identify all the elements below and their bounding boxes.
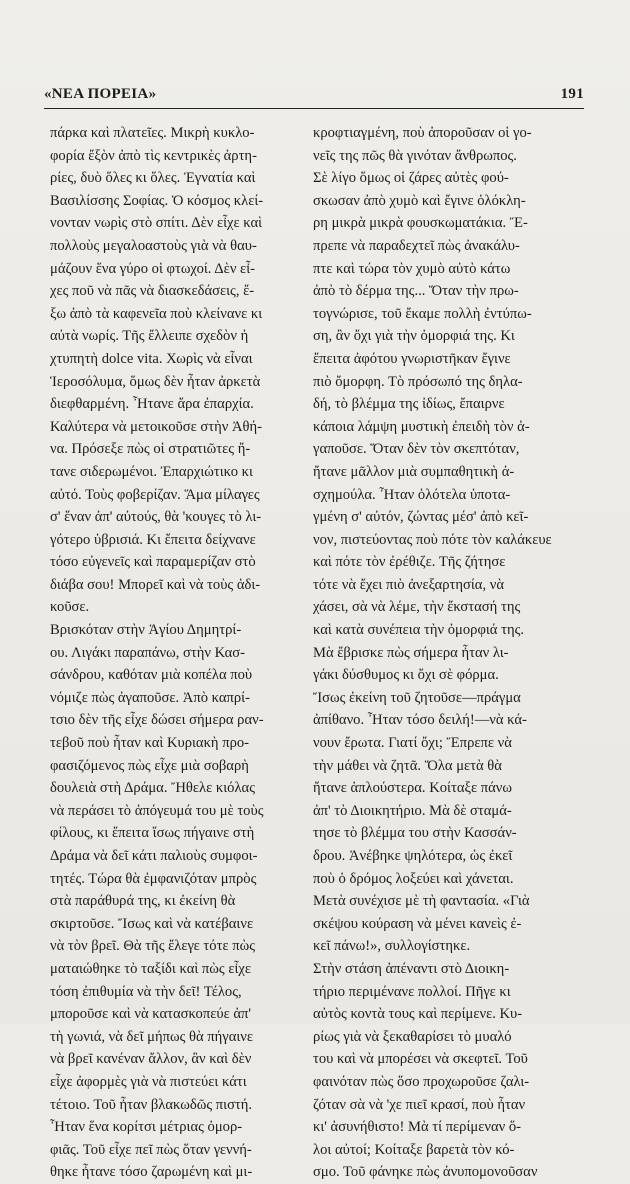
header-rule bbox=[44, 108, 584, 109]
text-line: γάκι δύσθυμος κι ὄχι σὲ φόρμα. bbox=[313, 667, 499, 684]
text-line: φασιζόμενος πὼς εἶχε μιὰ σοβαρὴ bbox=[50, 757, 249, 774]
text-line: δουλειὰ στὴ Δράμα. Ἤθελε κιόλας bbox=[50, 780, 255, 797]
text-line: στὰ παράθυρά της, κι ἐκείνη θὰ bbox=[50, 893, 236, 910]
text-line: φιᾶς. Τοῦ εἶχε πεῖ πὼς ὅταν γεννή- bbox=[50, 1141, 252, 1158]
text-line: σχημούλα. Ἦταν ὁλότελα ὑποτα- bbox=[313, 486, 511, 503]
text-line: ρη μικρὰ μικρὰ φουσκωματάκια. Ἔ- bbox=[313, 215, 528, 232]
text-line: ἤτανε ἁπλούστερα. Κοίταξε πάνω bbox=[313, 780, 512, 797]
text-line: ξω ἀπὸ τὰ καφενεῖα ποὺ κλείνανε κι bbox=[50, 305, 263, 322]
text-line: φίλους, κι ἔπειτα ἴσως πήγαινε στὴ bbox=[50, 825, 255, 842]
text-line: τὴ γωνιά, νὰ δεῖ μήπως θὰ πήγαινε bbox=[50, 1028, 254, 1045]
text-line: νὰ περάσει τὸ ἀπόγευμά του μὲ τοὺς bbox=[50, 802, 264, 819]
text-line: τήριο περιμένανε πολλοί. Πῆγε κι bbox=[313, 983, 511, 1000]
text-line: του καὶ νὰ μπορέσει νὰ σκεφτεῖ. Τοῦ bbox=[313, 1051, 528, 1068]
text-line: τεβοῦ ποὺ ἦταν καὶ Κυριακὴ προ- bbox=[50, 735, 250, 752]
text-line: ἀπίθανο. Ἦταν τόσο δειλή!—νὰ κά- bbox=[313, 712, 527, 729]
text-line: σ' ἕναν ἀπ' αὐτούς, θὰ 'κουγες τὸ λι- bbox=[50, 509, 262, 526]
text-line: σάνδρου, καθόταν μιὰ κοπέλα ποὺ bbox=[50, 667, 253, 684]
text-line: ση, ἂν ὄχι γιὰ τὴν ὀμορφιά της. Κι bbox=[313, 328, 515, 345]
text-line: πολλοὺς μεγαλοαστοὺς γιὰ νὰ θαυ- bbox=[50, 237, 257, 254]
text-line: ἔπειτα ἀφότου γνωριστῆκαν ἔγινε bbox=[313, 350, 511, 367]
text-line: τέτοιο. Τοῦ ἦταν βλακωδῶς πιστή. bbox=[50, 1096, 253, 1113]
text-line: κοῦσε. bbox=[50, 599, 90, 616]
text-line: Βρισκόταν στὴν Ἁγίου Δημητρί- bbox=[50, 622, 242, 639]
text-line: ἀπὸ τὸ δέρμα της... Ὅταν τὴν πρω- bbox=[313, 283, 519, 300]
text-line: να. Πρόσεξε πὼς οἱ στρατιῶτες ἤ- bbox=[50, 441, 251, 458]
text-line: νουν ἔρωτα. Γιατί ὄχι; Ἔπρεπε νὰ bbox=[313, 735, 512, 752]
text-line: πάρκα καὶ πλατεῖες. Μικρὴ κυκλο- bbox=[50, 125, 255, 141]
text-line: αὐτό. Τοὺς φοβερίζαν. Ἅμα μίλαγες bbox=[50, 486, 260, 503]
text-line: νονταν νωρὶς στὸ σπίτι. Δὲν εἶχε καὶ bbox=[50, 215, 263, 232]
text-line: ζόταν σὰ νὰ 'χε πιεῖ κρασί, ποὺ ἦταν bbox=[313, 1096, 526, 1113]
text-line: δρου. Ἀνέβηκε ψηλότερα, ὡς ἐκεῖ bbox=[313, 848, 513, 864]
text-line: κροφτιαγμένη, ποὺ ἀποροῦσαν οἱ γο- bbox=[313, 125, 532, 141]
text-line: ἀπ' τὸ Διοικητήριο. Μὰ δὲ σταμά- bbox=[313, 802, 512, 819]
text-line: κεῖ πάνω!», συλλογίστηκε. bbox=[313, 938, 471, 955]
text-line: μποροῦσε καὶ νὰ κατασκοπεύε ἀπ' bbox=[50, 1006, 251, 1023]
text-line: τανε σιδερωμένοι. Ἐπαρχιώτικο κι bbox=[50, 463, 253, 480]
text-line: γότερο ὑβρισιά. Κι ἔπειτα δείχνανε bbox=[50, 531, 256, 548]
text-line: Ἴσως ἐκείνη τοῦ ζητοῦσε—πράγμα bbox=[313, 689, 521, 706]
text-line: ποὺ ὁ δρόμος λοξεύει καὶ χάνεται. bbox=[313, 870, 514, 887]
text-line: χες ποῦ νὰ πᾶς νὰ διασκεδάσεις, ἔ- bbox=[50, 283, 255, 300]
text-line: καὶ κατὰ συνέπεια τὴν ὀμορφιά της. bbox=[313, 622, 525, 639]
text-line: πιὸ ὄμορφη. Τὸ πρόσωπό της δηλα- bbox=[313, 373, 523, 390]
text-line: χάσει, σὰ νὰ λέμε, τὴν ἔκστασή της bbox=[313, 599, 521, 616]
text-line: τησε τὸ βλέμμα του στὴν Κασσάν- bbox=[313, 825, 517, 842]
text-line: πτε καὶ τώρα τὸν χυμὸ αὐτὸ κάτω bbox=[313, 260, 511, 277]
text-line: νεῖς της πῶς θὰ γινόταν ἄνθρωπος. bbox=[313, 147, 517, 164]
journal-title: «ΝΕΑ ΠΟΡΕΙΑ» bbox=[44, 86, 157, 102]
text-line: πρεπε νὰ παραδεχτεῖ πὼς ἀνακάλυ- bbox=[313, 237, 520, 254]
text-line: ματαιώθηκε τὸ ταξίδι καὶ πὼς εἶχε bbox=[50, 960, 251, 977]
text-line: Δράμα νὰ δεῖ κάτι παλιοὺς συμφοι- bbox=[50, 848, 258, 864]
text-line: Ἦταν ἕνα κορίτσι μέτριας ὀμορ- bbox=[50, 1119, 243, 1136]
text-line: νὰ τὸν βρεῖ. Θὰ τῆς ἔλεγε τότε πὼς bbox=[50, 938, 255, 955]
text-line: κάποια λάμψη μυστικὴ ἐπειδὴ τὸν ἀ- bbox=[313, 418, 530, 435]
page-number: 191 bbox=[560, 86, 584, 102]
text-line: τσιο δὲν τῆς εἶχε δώσει σήμερα ραν- bbox=[50, 712, 264, 729]
text-line: γμένη σ' αὐτόν, ζώντας μέσ' ἀπὸ κεῖ- bbox=[313, 509, 529, 526]
text-line: σκιρτοῦσε. Ἴσως καὶ νὰ κατέβαινε bbox=[50, 915, 254, 932]
text-line: καὶ πότε τὸν ἐρέθιζε. Τῆς ζήτησε bbox=[313, 554, 506, 571]
text-line: Καλύτερα νὰ μετοικοῦσε στὴν Ἀθή- bbox=[50, 418, 263, 435]
text-line: αὐτὰ νωρίς. Τῆς ἔλλειπε σχεδὸν ἡ bbox=[50, 328, 249, 345]
text-line: Σὲ λίγο ὅμως οἱ ζάρες αὐτὲς φού- bbox=[313, 170, 509, 187]
text-line: Ἱεροσόλυμα, ὅμως δὲν ἦταν ἀρκετὰ bbox=[50, 373, 261, 390]
text-line: δή, τὸ βλέμμα της ἰδίως, ἔπαιρνε bbox=[313, 396, 505, 413]
text-line: ου. Λιγάκι παραπάνω, στὴν Κασ- bbox=[50, 644, 245, 661]
text-line: σμο. Τοῦ φάνηκε πὼς ἀνυπομονοῦσαν bbox=[313, 1164, 538, 1181]
text-line: Μὰ ἔβρισκε πὼς σήμερα ἦταν λι- bbox=[313, 644, 509, 661]
text-line: τογνώρισε, τοῦ ἔκαμε πολλὴ ἐντύπω- bbox=[313, 305, 532, 322]
text-line: μάζουν ἕνα γύρο οἱ φτωχοί. Δὲν εἶ- bbox=[50, 260, 255, 277]
text-line: Βασιλίσσης Σοφίας. Ὁ κόσμος κλεί- bbox=[50, 192, 264, 209]
text-line: γαποῦσε. Ὅταν δὲν τὸν σκεπτόταν, bbox=[313, 441, 520, 458]
running-header bbox=[44, 86, 584, 108]
text-line: λοι αὐτοί; Κοίταξε βαρετὰ τὸν κό- bbox=[313, 1141, 515, 1158]
left-text-column bbox=[50, 122, 318, 1184]
text-line: τότε νὰ ἔχει πιὸ ἀνεξαρτησία, νὰ bbox=[313, 576, 504, 593]
text-line: κι' ἀσυνήθιστο! Μὰ τί περίμεναν ὅ- bbox=[313, 1119, 521, 1136]
text-line: τὴν μάθει νὰ ζητᾶ. Ὅλα μετὰ θὰ bbox=[313, 757, 502, 774]
text-line: τητές. Τώρα θὰ ἐμφανιζόταν μπρὸς bbox=[50, 870, 257, 887]
text-line: τόσο εὐγενεῖς καὶ παραμερίζαν στὸ bbox=[50, 554, 256, 571]
text-line: ρίες, δυὸ ὅλες κι ὅλες. Ἐγνατία καὶ bbox=[50, 170, 256, 187]
text-line: τόση ἐπιθυμία νὰ τὴν δεῖ! Τέλος, bbox=[50, 983, 242, 1000]
text-line: αὐτὸς κοντὰ τους καὶ περίμενε. Κυ- bbox=[313, 1006, 523, 1023]
text-line: θηκε ἦτανε τόσο ζαρωμένη καὶ μι- bbox=[50, 1164, 253, 1181]
text-line: νόμιζε πὼς ἀγαποῦσε. Ἀπὸ καπρί- bbox=[50, 689, 250, 706]
text-line: Μετὰ συνέχισε μὲ τὴ φαντασία. «Γιὰ bbox=[313, 893, 530, 910]
text-line: σκέψου κούραση νὰ μένει κανεὶς ἐ- bbox=[313, 915, 522, 932]
text-line: ἤτανε μᾶλλον μιὰ συμπαθητικὴ ἀ- bbox=[313, 463, 515, 480]
text-line: Στὴν στάση ἀπέναντι στὸ Διοικη- bbox=[313, 960, 510, 977]
text-line: ρίως γιὰ νὰ ξεκαθαρίσει τὸ μυαλό bbox=[313, 1028, 512, 1045]
text-line: εἶχε ἀφορμὲς γιὰ νὰ πιστεύει κάτι bbox=[50, 1073, 247, 1090]
text-line: χτυπητὴ dolce vita. Χωρὶς νὰ εἶναι bbox=[50, 350, 253, 367]
text-line: φαινόταν πὼς ὅσο προχωροῦσε ζαλι- bbox=[313, 1073, 530, 1090]
right-text-column bbox=[313, 122, 581, 1184]
text-line: νὰ βρεῖ κανέναν ἄλλον, ἂν καὶ δὲν bbox=[50, 1051, 252, 1068]
text-line: νον, πιστεύοντας ποὺ πότε τὸν καλάκευε bbox=[313, 531, 552, 548]
text-line: φορία ἔξὸν ἀπὸ τὶς κεντρικὲς ἀρτη- bbox=[50, 147, 257, 164]
text-line: σκωσαν ἀπὸ χυμὸ καὶ ἔγινε ὁλόκλη- bbox=[313, 192, 526, 209]
text-line: διάβα σου! Μπορεῖ καὶ νὰ τοὺς ἀδι- bbox=[50, 576, 261, 593]
text-line: διεφθαρμένη. Ἦτανε ἄρα ἐπαρχία. bbox=[50, 396, 254, 413]
